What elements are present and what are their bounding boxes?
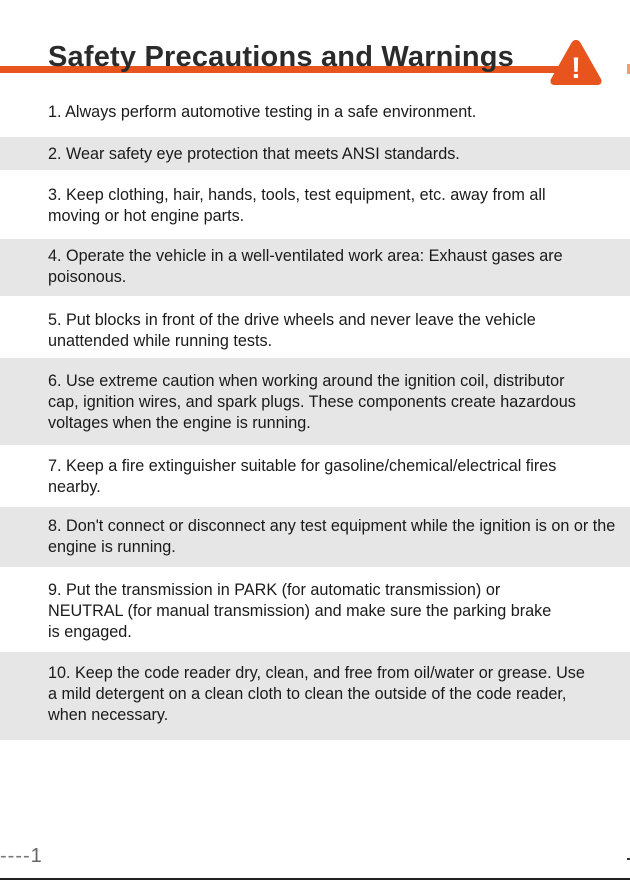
warning-icon — [549, 38, 603, 86]
list-item — [0, 578, 630, 648]
footer-rule — [0, 878, 630, 880]
list-item — [0, 100, 630, 124]
list-item-text: 7. Keep a fire extinguisher suitable for gasoline/chemical/electrical fires nearby. — [48, 457, 557, 496]
page-number-value: 1 — [30, 845, 42, 867]
warning-icon-glyph: ! — [571, 52, 581, 85]
list-item — [0, 183, 630, 229]
page-number-dashes: ---- — [0, 845, 31, 867]
list-item — [0, 308, 630, 354]
list-item-text: 4. Operate the vehicle in a well-ventilated work area: Exhaust gases are poisonous. — [48, 247, 563, 286]
list-item — [0, 454, 630, 500]
page-title: Safety Precautions and Warnings — [48, 41, 515, 73]
list-item — [0, 652, 630, 740]
list-item — [0, 507, 630, 567]
list-item — [0, 239, 630, 296]
list-item-text: 9. Put the transmission in PARK (for automatic transmission) or NEUTRAL (for manual transmission) and make sure the parking brake is engaged. — [48, 581, 552, 641]
list-item-text: 6. Use extreme caution when working around the ignition coil, distributor cap, ignition wires, and spark plugs. These components create hazardous voltages when the engine is running. — [48, 372, 576, 432]
list-item-text: 10. Keep the code reader dry, clean, and free from oil/water or grease. Use a mild detergent on a clean cloth to clean the outside of the code reader, when necessary. — [48, 664, 585, 724]
list-item-text: 8. Don't connect or disconnect any test equipment while the ignition is on or the engine is running. — [48, 517, 616, 556]
list-item-text: 2. Wear safety eye protection that meets ANSI standards. — [48, 145, 460, 163]
list-item — [0, 137, 630, 170]
list-item-text: 5. Put blocks in front of the drive wheels and never leave the vehicle unattended while running tests. — [48, 311, 536, 350]
page-number — [0, 845, 42, 868]
list-item-text: 3. Keep clothing, hair, hands, tools, test equipment, etc. away from all moving or hot engine parts. — [48, 186, 546, 225]
list-item-text: 1. Always perform automotive testing in a safe environment. — [48, 103, 477, 121]
list-item — [0, 358, 630, 445]
